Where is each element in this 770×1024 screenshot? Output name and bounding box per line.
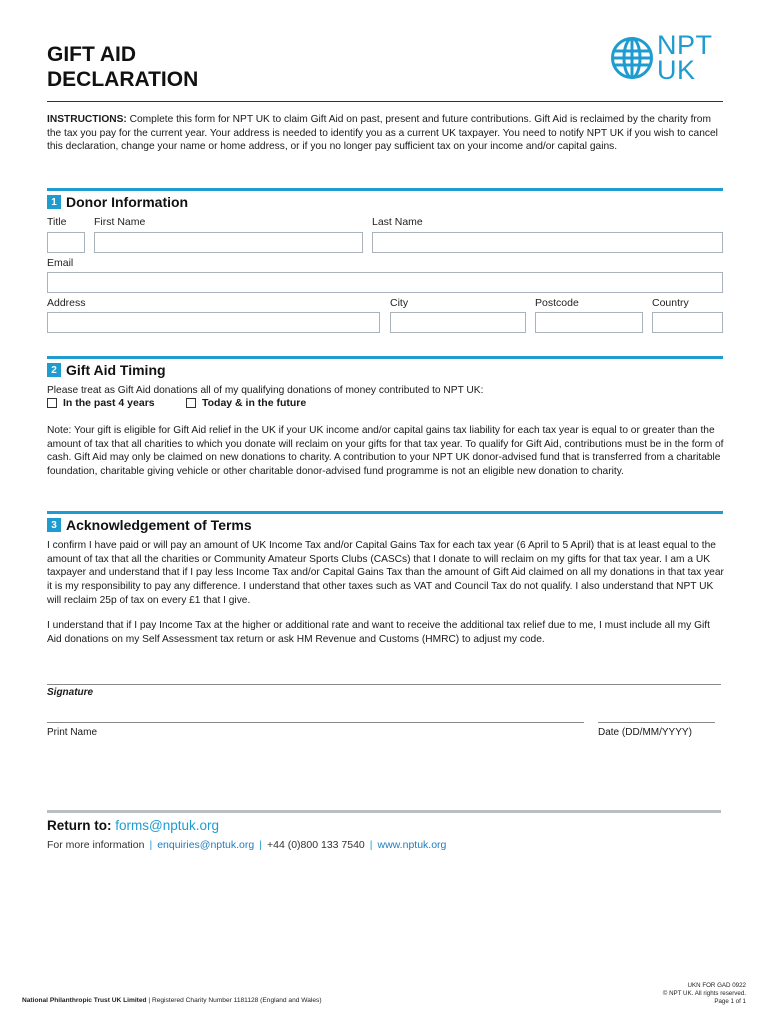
instructions-text: Complete this form for NPT UK to claim Gift Aid on past, present and future contributions. Gift Aid is reclaimed by the charity from the tax you pay for the current year. Your address is needed to identify you as a current UK taxpayer. You need to notify NPT UK if you wish to cancel this declaration, change your name or home address, or if you no longer pay sufficient tax on your income and/or capital gains. <box>47 114 718 153</box>
return-label: Return to: <box>47 818 112 833</box>
section-3-title: Acknowledgement of Terms <box>66 517 252 533</box>
print-name-label: Print Name <box>47 727 98 738</box>
country-field[interactable] <box>652 312 723 333</box>
last-name-field[interactable] <box>372 232 723 253</box>
title-line-1: GIFT AID <box>47 43 137 66</box>
checkbox-past-4-years[interactable] <box>47 398 57 408</box>
footer-meta <box>663 982 746 1007</box>
city-label: City <box>390 297 409 309</box>
footer-org-name: National Philanthropic Trust UK Limited <box>22 997 147 1004</box>
section-1-title: Donor Information <box>66 194 189 210</box>
country-label: Country <box>652 297 689 309</box>
terms-paragraph-2: I understand that if I pay Income Tax at the higher or additional rate and want to receive the additional tax relief due to me, I must include all my Gift Aid donations on my Self Assessment tax return or ask HM Revenue and Customs (HMRC) to adjust my code. <box>47 620 710 645</box>
section-2-bar <box>47 356 723 359</box>
website-link[interactable]: www.nptuk.org <box>377 839 447 851</box>
section-1-header <box>47 194 188 210</box>
postcode-label: Postcode <box>535 297 579 309</box>
signature-label: Signature <box>47 687 94 698</box>
option-past-4-years-label: In the past 4 years <box>63 397 155 409</box>
section-2-number: 2 <box>47 363 61 377</box>
page-title <box>47 42 198 92</box>
terms-paragraph-1: I confirm I have paid or will pay an amount of UK Income Tax and/or Capital Gains Tax for each tax year (6 April to 5 April) that is at least equal to the amount of tax that all the charities or Community Amateur Sports Clubs (CASCs) that I donate to will reclaim on my gifts for that tax year. I am a UK taxpayer and understand that if I pay less Income Tax and/or Capital Gains Tax than the amount of Gift Aid claimed on all my donations in that tax year it is my responsibility to pay any difference. I understand that other taxes such as VAT and Council Tax do not qualify. I also understand that NPT UK will reclaim 25p of tax on every £1 that I give. <box>47 540 724 606</box>
instructions <box>47 113 727 154</box>
first-name-field[interactable] <box>94 232 363 253</box>
print-name-line[interactable] <box>47 722 584 723</box>
more-information <box>47 839 446 851</box>
return-to <box>47 818 219 833</box>
postcode-field[interactable] <box>535 312 643 333</box>
logo-text <box>657 30 713 85</box>
date-label: Date (DD/MM/YYYY) <box>598 727 692 738</box>
option-today-future-label: Today & in the future <box>202 397 307 409</box>
signature-line[interactable] <box>47 684 721 685</box>
email-field[interactable] <box>47 272 723 293</box>
title-field[interactable] <box>47 232 85 253</box>
first-name-label: First Name <box>94 216 146 228</box>
enquiries-email-link[interactable]: enquiries@nptuk.org <box>157 839 255 851</box>
globe-icon <box>610 36 654 80</box>
option-past-4-years[interactable] <box>47 397 155 409</box>
city-field[interactable] <box>390 312 526 333</box>
section-3-number: 3 <box>47 518 61 532</box>
npt-uk-logo <box>610 30 730 86</box>
return-email-link[interactable]: forms@nptuk.org <box>115 818 220 833</box>
section-3-header <box>47 517 252 533</box>
more-info-label: For more information <box>47 839 145 851</box>
logo-text-uk: UK <box>657 55 696 85</box>
phone-number: +44 (0)800 133 7540 <box>266 839 365 851</box>
address-field[interactable] <box>47 312 380 333</box>
form-code: UKN FOR GAD 0922 <box>687 982 746 989</box>
section-2-header <box>47 362 166 378</box>
separator: | <box>149 839 153 851</box>
checkbox-today-future[interactable] <box>186 398 196 408</box>
header-divider <box>47 101 723 102</box>
option-today-future[interactable] <box>186 397 306 409</box>
gift-aid-intro: Please treat as Gift Aid donations all of my qualifying donations of money contributed to NPT UK: <box>47 385 484 396</box>
section-3-bar <box>47 511 723 514</box>
section-2-title: Gift Aid Timing <box>66 362 166 378</box>
separator: | <box>369 839 373 851</box>
last-name-label: Last Name <box>372 216 423 228</box>
footer-registration: | Registered Charity Number 1181128 (England and Wales) <box>146 997 322 1004</box>
contact-divider <box>47 810 721 813</box>
address-label: Address <box>47 297 86 309</box>
gift-aid-note: Note: Your gift is eligible for Gift Aid relief in the UK if your UK income and/or capital gains tax liability for each tax year is equal to or greater than the amount of tax that all charities to which you donate will reclaim on your gifts for that tax year. To qualify for Gift Aid, contributions must be in the form of cash. Gift Aid may only be claimed on new donations to charity. A contribution to your NPT UK donor-advised fund that is transferred from a charitable foundation, charitable giving vehicle or other charitable donor-advised fund programme is not an eligible new donation to charity. <box>47 425 724 478</box>
logo-text-npt: NPT <box>657 30 713 60</box>
page-number: Page 1 of 1 <box>714 998 746 1006</box>
title-label: Title <box>47 216 67 228</box>
date-line[interactable] <box>598 722 715 723</box>
separator: | <box>259 839 262 851</box>
section-1-number: 1 <box>47 195 61 209</box>
section-1-bar <box>47 188 723 191</box>
instructions-label: INSTRUCTIONS: <box>47 114 127 125</box>
email-label: Email <box>47 257 74 269</box>
title-line-2: DECLARATION <box>47 68 199 91</box>
copyright: © NPT UK. All rights reserved. <box>662 990 746 998</box>
footer-org <box>22 997 322 1004</box>
